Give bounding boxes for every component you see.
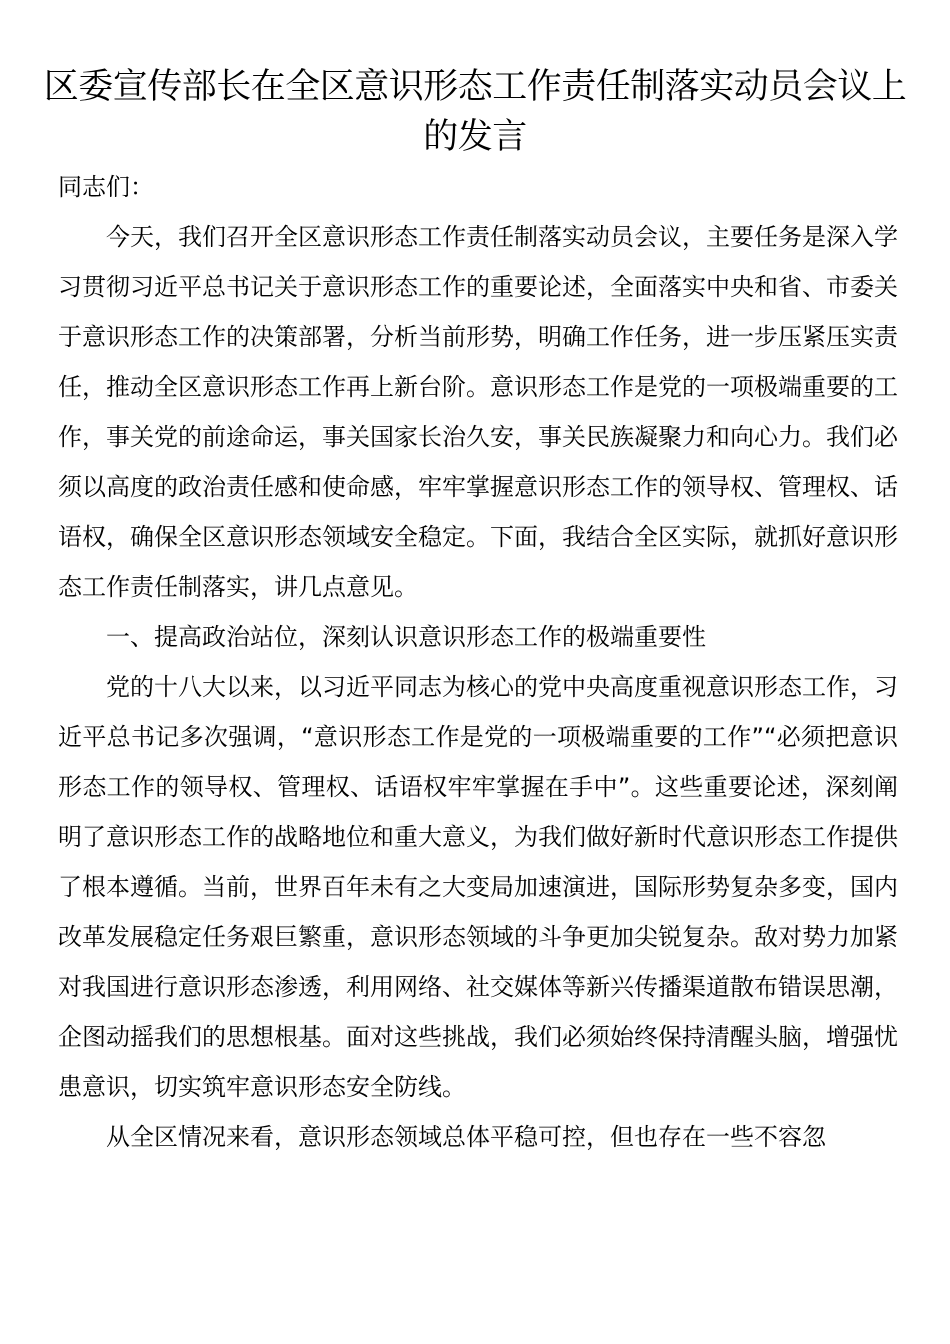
salutation: 同志们： [58,173,154,201]
section-heading: 一、提高政治站位，深刻认识意识形态工作的极端重要性 [106,623,706,651]
section-paragraph: 党的十八大以来，以习近平同志为核心的党中央高度重视意识形态工作，习近平总书记多次强调，“意识形态工作是党的一项极端重要的工作”“必须把意识形态工作的领导权、管理权、话语权牢牢掌握在手中”。这些重要论述，深刻阐明了意识形态工作的战略地位和重大意义，为我们做好新时代意识形态工作提供了根本遵循。当前，世界百年未有之大变局加速演进，国际形势复杂多变，国内改革发展稳定任务艰巨繁重，意识形态领域的斗争更加尖锐复杂。敌对势力加紧对我国进行意识形态渗透，利用网络、社交媒体等新兴传播渠道散布错误思潮，企图动摇我们的思想根基。面对这些挑战，我们必须始终保持清醒头脑，增强忧患意识，切实筑牢意识形态安全防线。 [58,673,898,1101]
intro-paragraph: 今天，我们召开全区意识形态工作责任制落实动员会议，主要任务是深入学习贯彻习近平总书记关于意识形态工作的重要论述，全面落实中央和省、市委关于意识形态工作的决策部署，分析当前形势，明确工作任务，进一步压紧压实责任，推动全区意识形态工作再上新台阶。意识形态工作是党的一项极端重要的工作，事关党的前途命运，事关国家长治久安，事关民族凝聚力和向心力。我们必须以高度的政治责任感和使命感，牢牢掌握意识形态工作的领导权、管理权、话语权，确保全区意识形态领域安全稳定。下面，我结合全区实际，就抓好意识形态工作责任制落实，讲几点意见。 [58,223,898,601]
section-paragraph: 从全区情况来看，意识形态领域总体平稳可控，但也存在一些不容忽 [106,1123,826,1151]
document-title: 区委宣传部长在全区意识形态工作责任制落实动员会议上的发言 [43,67,907,157]
document-body [58,212,898,1162]
